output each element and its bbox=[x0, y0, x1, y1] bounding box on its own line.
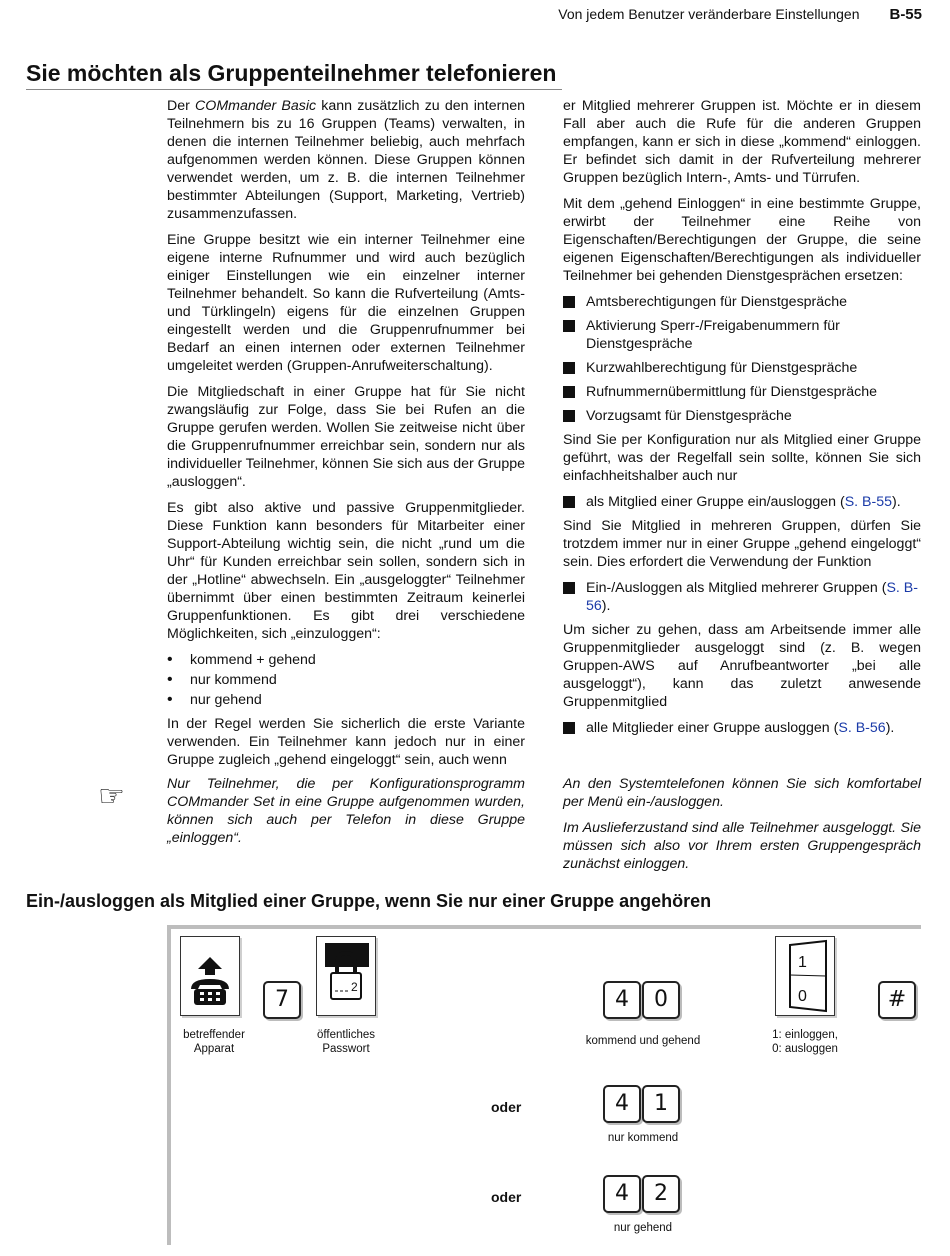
square-bullet-icon bbox=[563, 410, 575, 422]
pointing-hand-icon: ☞ bbox=[98, 780, 125, 813]
paragraph: Der COMmander Basic kann zusätzlich zu den internen Teilnehmern bis zu 16 Gruppen (Teams) verwalten, in denen die internen Teilnehmer beliebig, auch mehrfach aufgenommen werden können. Diese Gruppen können verwendet werden, um z. B. die internen Teilnehmer bestimmter Abteilungen (Support, Marketing, Vertrieb) zusammenzufassen. bbox=[167, 98, 525, 222]
paragraph: Es gibt also aktive und passive Gruppenmitglieder. Diese Funktion kann besonders für Mitarbeiter einer Support-Abteilung wichtig sein, die nicht „rund um die Uhr“ für Kunden erreichbar sein sollen, sondern sich in der „Hotline“ abwechseln. Ein „ausgeloggter“ Teilnehmer übernimmt über einen bestimmten Zeitraum keinerlei Gruppenfunktionen. Es gibt drei verschiedene Möglichkeiten, sich „einzuloggen“: bbox=[167, 500, 525, 642]
section-subheading: Ein-/ausloggen als Mitglied einer Gruppe, wenn Sie nur einer Gruppe angehören bbox=[26, 891, 712, 911]
page-link-b55[interactable]: S. B-55 bbox=[844, 494, 893, 510]
list-item: • kommend + gehend bbox=[167, 651, 525, 669]
list-item: als Mitglied einer Gruppe ein/ausloggen (S. B-55). bbox=[563, 493, 921, 511]
left-column bbox=[167, 97, 525, 777]
product-name: COMmander Basic bbox=[195, 98, 317, 114]
page-number: B-55 bbox=[889, 6, 922, 23]
paragraph: Sind Sie per Konfiguration nur als Mitglied einer Gruppe geführt, was der Regelfall sein sollte, können Sie sich einfachheitshalber auch nur bbox=[563, 432, 921, 484]
paragraph: In der Regel werden Sie sicherlich die erste Variante verwenden. Ein Teilnehmer kann jedoch nur in einer Gruppe zugleich „gehend eingeloggt“ sein, auch wenn bbox=[167, 716, 525, 768]
paragraph: Die Mitgliedschaft in einer Gruppe hat für Sie nicht zwangsläufig zur Folge, dass Sie bei Rufen an die Gruppe gerufen werden. Wollen Sie zeitweise nicht über die Gruppenrufnummer erreichbar sein, sondern nur als individueller Teilnehmer, können Sie sich aus der Gruppe „ausloggen“. bbox=[167, 384, 525, 490]
key-4: 4 bbox=[603, 1175, 641, 1213]
caption-phone: betreffender Apparat bbox=[183, 1029, 245, 1055]
square-bullet-icon bbox=[563, 386, 575, 398]
procedure-diagram bbox=[167, 925, 921, 1245]
section-title: Von jedem Benutzer veränderbare Einstellungen bbox=[558, 6, 860, 22]
caption-row2: nur kommend bbox=[607, 1132, 679, 1144]
square-bullet-icon bbox=[563, 296, 575, 308]
svg-text:0: 0 bbox=[798, 988, 807, 1005]
paragraph: er Mitglied mehrerer Gruppen ist. Möchte er in diesem Fall aber auch die Rufe für die anderen Gruppen empfangen, kann er sich in diese „kommend“ einloggen. Er befindet sich damit in der Rufverteilung mehrerer Gruppen bezüglich Intern-, Amts- und Türrufen. bbox=[563, 98, 921, 186]
function-list bbox=[563, 719, 921, 737]
list-item: Rufnummernübermittlung für Dienstgespräche bbox=[563, 383, 921, 401]
key-4: 4 bbox=[603, 981, 641, 1019]
right-column bbox=[563, 97, 921, 743]
key-2: 2 bbox=[642, 1175, 680, 1213]
page-header bbox=[558, 6, 922, 23]
list-item: alle Mitglieder einer Gruppe ausloggen (S. B-56). bbox=[563, 719, 921, 737]
oder-label: oder bbox=[491, 1189, 522, 1205]
password-digit: 2 bbox=[351, 980, 358, 994]
phone-handset-icon bbox=[180, 936, 240, 1016]
square-bullet-icon bbox=[563, 722, 575, 734]
page-link-b56[interactable]: S. B-56 bbox=[586, 580, 918, 614]
list-item: Aktivierung Sperr-/Freigabenummern für Dienstgespräche bbox=[563, 317, 921, 353]
list-item: Ein-/Ausloggen als Mitglied mehrerer Gruppen (S. B-56). bbox=[563, 579, 921, 615]
function-list bbox=[563, 579, 921, 615]
function-list bbox=[563, 493, 921, 511]
login-options-list bbox=[167, 651, 525, 709]
padlock-password-icon bbox=[316, 936, 376, 1016]
page-title: Sie möchten als Gruppenteilnehmer telefonieren bbox=[26, 60, 562, 90]
paragraph: Sind Sie Mitglied in mehreren Gruppen, dürfen Sie trotzdem immer nur in einer Gruppe „gehend eingeloggt“ sein. Dies erfordert die Verwendung der Funktion bbox=[563, 518, 921, 570]
square-bullet-icon bbox=[563, 496, 575, 508]
caption-row3: nur gehend bbox=[613, 1222, 673, 1234]
page-link-b56[interactable]: S. B-56 bbox=[838, 720, 886, 736]
caption-switch: 1: einloggen, 0: ausloggen bbox=[772, 1029, 838, 1055]
square-bullet-icon bbox=[563, 320, 575, 332]
list-item: • nur kommend bbox=[167, 671, 525, 689]
paragraph: Um sicher zu gehen, dass am Arbeitsende immer alle Gruppenmitglieder ausgeloggt sind (z. B. wegen Gruppen-AWS auf Anrufbeantworter „bei alle ausgeloggt“), kann das zuletzt anwesende Gruppenmitglied bbox=[563, 622, 921, 710]
square-bullet-icon bbox=[563, 582, 575, 594]
svg-text:1: 1 bbox=[798, 954, 807, 971]
list-item: Kurzwahlberechtigung für Dienstgespräche bbox=[563, 359, 921, 377]
list-item: Amtsberechtigungen für Dienstgespräche bbox=[563, 293, 921, 311]
paragraph: Eine Gruppe besitzt wie ein interner Teilnehmer eine eigene interne Rufnummer und wird auch bezüglich einiger Einstellungen wie ein einzelner interner Teilnehmer behandelt. So kann die Rufverteilung (Amts- und Türklingeln) eigens für die einzelnen Gruppen eingestellt werden und die Gruppenrufnummer bei Bedarf an einen internen oder externen Teilnehmer umgeleitet werden (Gruppen-Anrufweiterschaltung). bbox=[167, 232, 525, 374]
key-4: 4 bbox=[603, 1085, 641, 1123]
key-hash: # bbox=[878, 981, 916, 1019]
list-item: Vorzugsamt für Dienstgespräche bbox=[563, 407, 921, 425]
square-bullet-icon bbox=[563, 362, 575, 374]
list-item: • nur gehend bbox=[167, 691, 525, 709]
note-right: An den Systemtelefonen können Sie sich komfortabel per Menü ein-/ausloggen. Im Auslieferzustand sind alle Teilnehmer ausgeloggt. Sie müssen sich also vor Ihrem ersten Gruppengespräch zunächst einloggen. bbox=[563, 776, 921, 872]
key-1: 1 bbox=[642, 1085, 680, 1123]
key-7: 7 bbox=[263, 981, 301, 1019]
paragraph: Mit dem „gehend Einloggen“ in eine bestimmte Gruppe, erwirbt der Teilnehmer eine Reihe von Eigenschaften/Berechtigungen der Gruppe, die seine eigenen Eigenschaften/Berechtigungen als individueller Teilnehmer bei gehenden Dienstgesprächen ersetzen: bbox=[563, 196, 921, 284]
caption-password: öffentliches Passwort bbox=[317, 1029, 375, 1055]
note-left: Nur Teilnehmer, die per Konfigurationsprogramm COMmander Set in eine Gruppe aufgenommen wurden, können sich auch per Telefon in diese Gruppe „einloggen“. bbox=[167, 776, 525, 846]
key-0: 0 bbox=[642, 981, 680, 1019]
caption-row1: kommend und gehend bbox=[585, 1035, 701, 1047]
permissions-list bbox=[563, 293, 921, 425]
toggle-switch-icon bbox=[775, 936, 835, 1016]
oder-label: oder bbox=[491, 1099, 522, 1115]
